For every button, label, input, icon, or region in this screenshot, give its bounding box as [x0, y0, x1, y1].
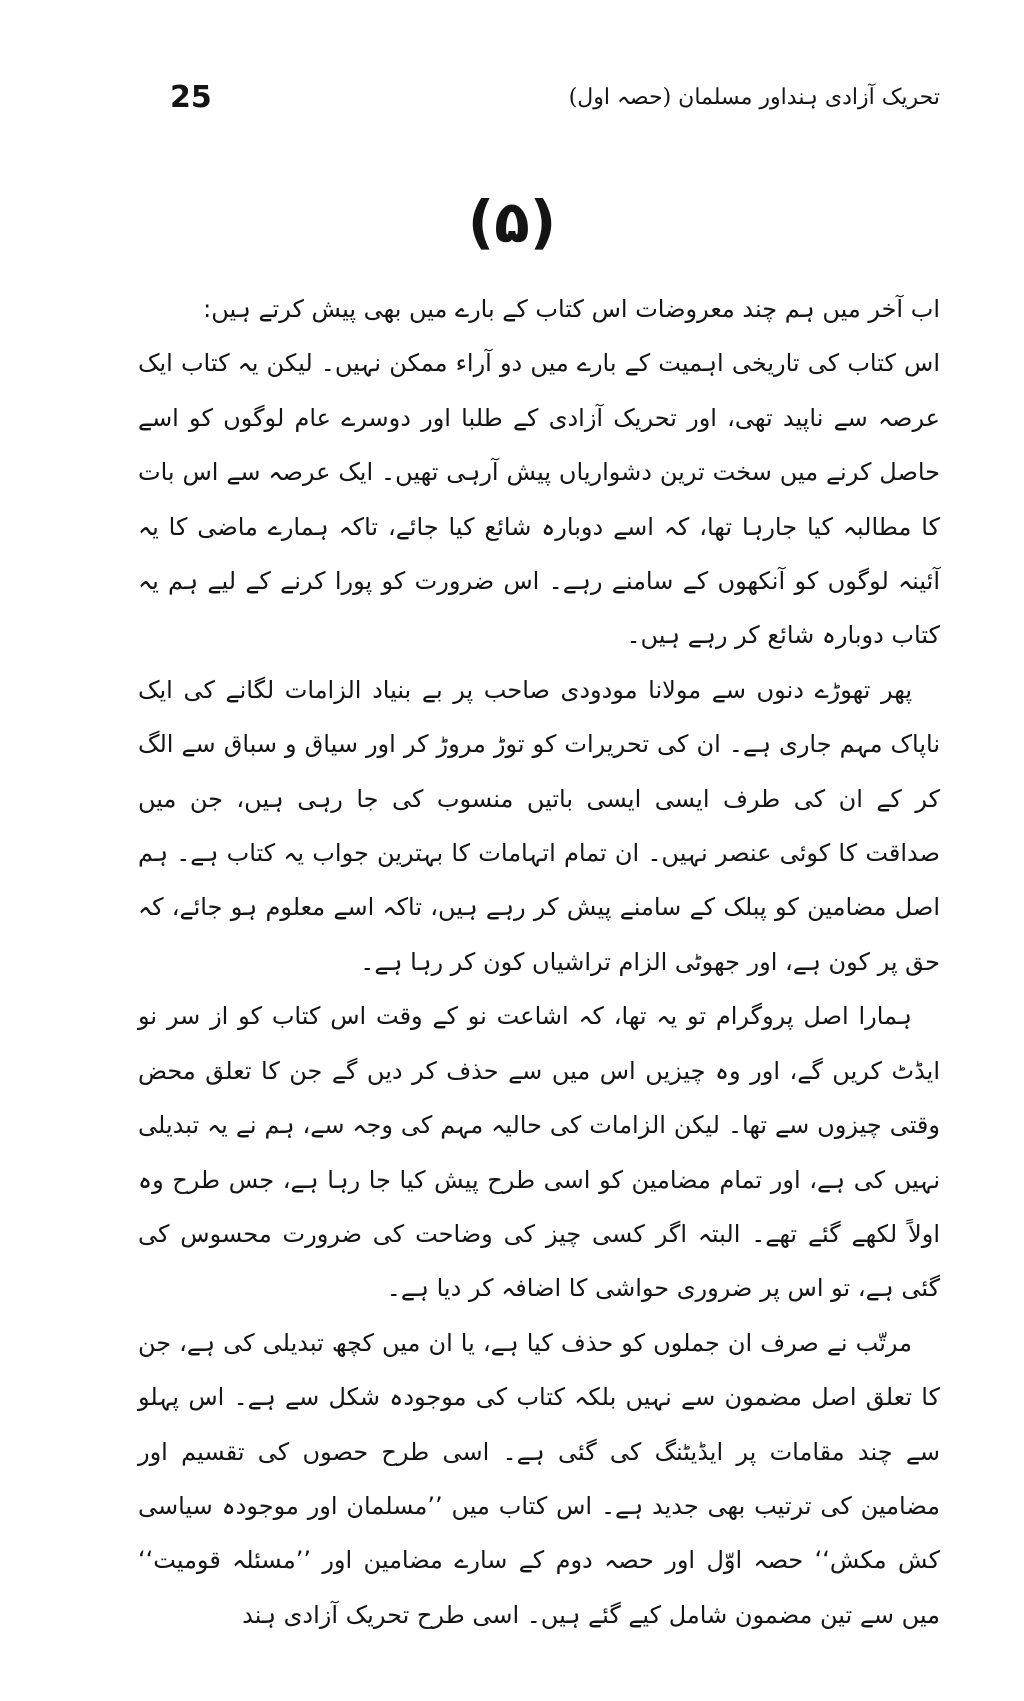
- body-text: [138, 282, 940, 1642]
- paragraph: مرتّب نے صرف ان جملوں کو حذف کیا ہے، یا ان میں کچھ تبدیلی کی ہے، جن کا تعلق اصل مضمون سے نہیں بلکہ کتاب کی موجودہ شکل سے ہے۔ اس پہلو سے چند مقامات پر ایڈیٹنگ کی گئی ہے۔ اسی طرح حصوں کی تقسیم اور مضامین کی ترتیب بھی جدید ہے۔ اس کتاب میں ’’مسلمان اور موجودہ سیاسی کش مکش‘‘ حصہ اوّل اور حصہ دوم کے سارے مضامین اور ’’مسئلہ قومیت‘‘ میں سے تین مضمون شامل کیے گئے ہیں۔ اسی طرح تحریک آزادی ہند: [138, 1328, 940, 1629]
- page-number: 25: [170, 80, 212, 115]
- paragraph: پھر تھوڑے دنوں سے مولانا مودودی صاحب پر بے بنیاد الزامات لگانے کی ایک ناپاک مہم جاری ہے۔ ان کی تحریرات کو توڑ مروڑ کر اور سیاق و سباق سے الگ کر کے ان کی طرف ایسی ایسی باتیں منسوب کی جا رہی ہیں، جن میں صداقت کا کوئی عنصر نہیں۔ ان تمام اتہامات کا بہترین جواب یہ کتاب ہے۔ ہم اصل مضامین کو پبلک کے سامنے پیش کر رہے ہیں، تاکہ اسے معلوم ہو جائے، کہ حق پر کون ہے، اور جھوٹی الزام تراشیاں کون کر رہا ہے۔: [138, 675, 940, 976]
- paragraph: اب آخر میں ہم چند معروضات اس کتاب کے بارے میں بھی پیش کرتے ہیں:: [203, 295, 940, 323]
- page-header: [160, 78, 940, 128]
- paragraph: ہمارا اصل پروگرام تو یہ تھا، کہ اشاعت نو کے وقت اس کتاب کو از سر نو ایڈٹ کریں گے، اور وہ چیزیں اس میں سے حذف کر دیں گے جن کا تعلق محض وقتی چیزوں سے تھا۔ لیکن الزامات کی حالیہ مہم کی وجہ سے، ہم نے یہ تبدیلی نہیں کی ہے، اور تمام مضامین کو اسی طرح پیش کیا جا رہا ہے، جس طرح وہ اولاً لکھے گئے تھے۔ البتہ اگر کسی چیز کی وضاحت کی ضرورت محسوس کی گئی ہے، تو اس پر ضروری حواشی کا اضافہ کر دیا ہے۔: [138, 1002, 940, 1303]
- running-title: تحریک آزادی ہنداور مسلمان (حصہ اول): [568, 85, 940, 110]
- paragraph: اس کتاب کی تاریخی اہمیت کے بارے میں دو آراء ممکن نہیں۔ لیکن یہ کتاب ایک عرصہ سے ناپید تھی، اور تحریک آزادی کے طلبا اور دوسرے عام لوگوں کو اسے حاصل کرنے میں سخت ترین دشواریاں پیش آرہی تھیں۔ ایک عرصہ سے اس بات کا مطالبہ کیا جارہا تھا، کہ اسے دوبارہ شائع کیا جائے، تاکہ ہمارے ماضی کا یہ آئینہ لوگوں کو آنکھوں کے سامنے رہے۔ اس ضرورت کو پورا کرنے کے لیے ہم یہ کتاب دوبارہ شائع کر رہے ہیں۔: [138, 349, 940, 650]
- section-number: (۵): [467, 188, 557, 256]
